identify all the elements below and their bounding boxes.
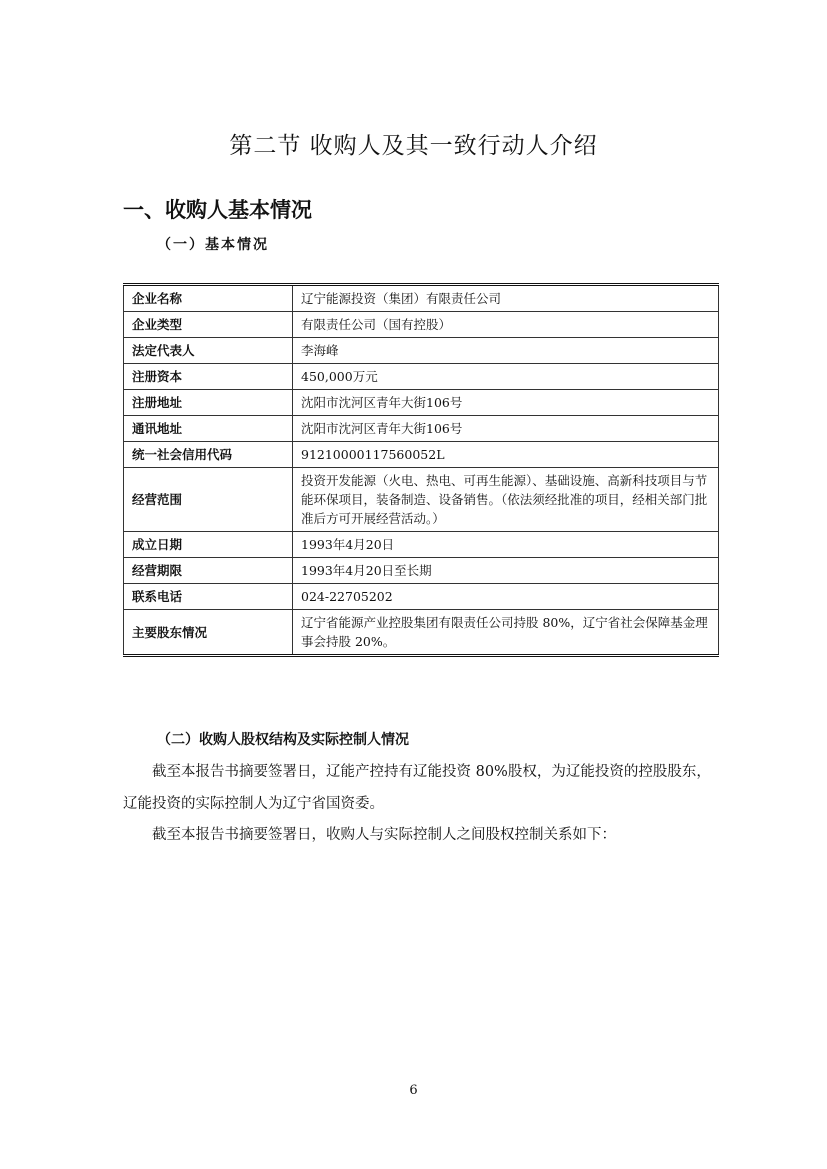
- subheading-basic: （一）基本情况: [157, 237, 269, 253]
- table-row: [124, 312, 719, 338]
- table-row: [124, 442, 719, 468]
- field-label: 联系电话: [124, 584, 293, 610]
- table-row: [124, 468, 719, 532]
- table-row: [124, 285, 719, 312]
- field-label: 经营期限: [124, 558, 293, 584]
- field-label: 法定代表人: [124, 338, 293, 364]
- table-row: [124, 558, 719, 584]
- field-label: 通讯地址: [124, 416, 293, 442]
- field-value: 有限责任公司（国有控股）: [293, 312, 719, 338]
- field-label: 主要股东情况: [124, 610, 293, 656]
- paragraph: 截至本报告书摘要签署日，辽能产控持有辽能投资 80%股权，为辽能投资的控股股东，辽能投资的实际控制人为辽宁省国资委。: [123, 764, 711, 812]
- field-label: 企业类型: [124, 312, 293, 338]
- company-info-table: [123, 283, 719, 657]
- field-value: 1993年4月20日: [293, 532, 719, 558]
- field-label: 经营范围: [124, 468, 293, 532]
- table-row: [124, 390, 719, 416]
- page-number: 6: [409, 1083, 418, 1098]
- paragraph: 截至本报告书摘要签署日，收购人与实际控制人之间股权控制关系如下：: [152, 827, 616, 843]
- table-row: [124, 610, 719, 656]
- field-value: 辽宁能源投资（集团）有限责任公司: [293, 285, 719, 312]
- field-value: 1993年4月20日至长期: [293, 558, 719, 584]
- field-value: 李海峰: [293, 338, 719, 364]
- field-label: 注册资本: [124, 364, 293, 390]
- field-label: 统一社会信用代码: [124, 442, 293, 468]
- field-value: 沈阳市沈河区青年大街106号: [293, 390, 719, 416]
- table-row: [124, 532, 719, 558]
- field-value: 450,000万元: [293, 364, 719, 390]
- field-label: 注册地址: [124, 390, 293, 416]
- subheading-equity-structure: （二）收购人股权结构及实际控制人情况: [157, 732, 409, 748]
- field-label: 企业名称: [124, 285, 293, 312]
- field-value: 91210000117560052L: [293, 442, 719, 468]
- section-title: 第二节 收购人及其一致行动人介绍: [229, 133, 598, 159]
- field-value: 沈阳市沈河区青年大街106号: [293, 416, 719, 442]
- field-value: 辽宁省能源产业控股集团有限责任公司持股 80%，辽宁省社会保障基金理事会持股 20%。: [293, 610, 719, 656]
- table-row: [124, 364, 719, 390]
- field-label: 成立日期: [124, 532, 293, 558]
- table-row: [124, 584, 719, 610]
- field-value: 024-22705202: [293, 584, 719, 610]
- table-row: [124, 416, 719, 442]
- heading-basic-info: 一、收购人基本情况: [123, 198, 312, 222]
- table-row: [124, 338, 719, 364]
- field-value: 投资开发能源（火电、热电、可再生能源）、基础设施、高新科技项目与节能环保项目，装备制造、设备销售。（依法须经批准的项目，经相关部门批准后方可开展经营活动。）: [293, 468, 719, 532]
